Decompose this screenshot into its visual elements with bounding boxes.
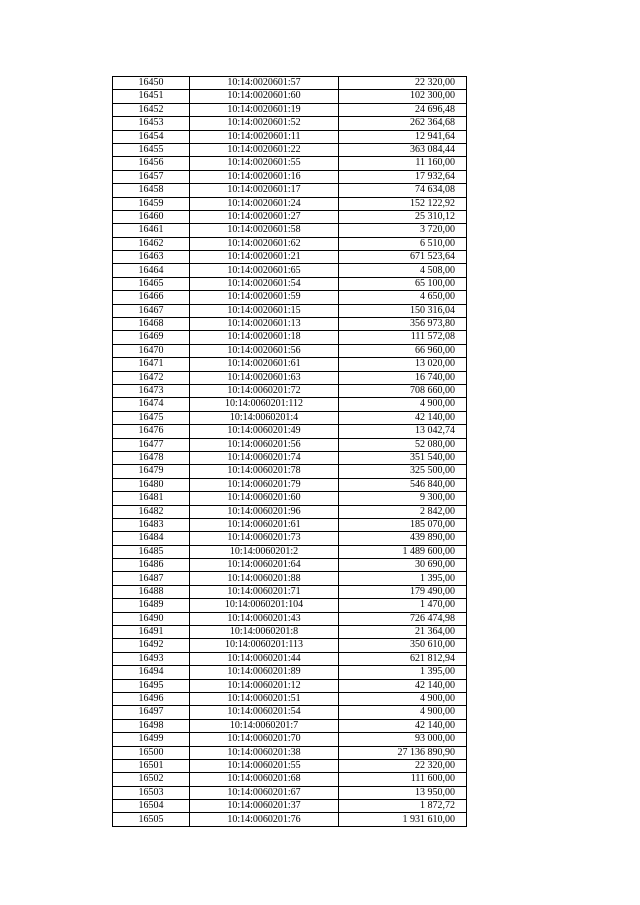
- value-cell: 13 020,00: [339, 358, 467, 371]
- table-row: [113, 170, 467, 183]
- table-row: [113, 237, 467, 250]
- row-number-cell: 16452: [113, 103, 190, 116]
- table-row: [113, 197, 467, 210]
- table-row: [113, 277, 467, 290]
- cadastral-number-cell: 10:14:0020601:61: [190, 358, 339, 371]
- value-cell: 25 310,12: [339, 210, 467, 223]
- value-cell: 262 364,68: [339, 117, 467, 130]
- row-number-cell: 16474: [113, 398, 190, 411]
- cadastral-number-cell: 10:14:0060201:70: [190, 733, 339, 746]
- cadastral-number-cell: 10:14:0060201:56: [190, 438, 339, 451]
- value-cell: 4 900,00: [339, 398, 467, 411]
- cadastral-number-cell: 10:14:0020601:59: [190, 291, 339, 304]
- value-cell: 179 490,00: [339, 585, 467, 598]
- cadastral-value-table: [112, 76, 467, 827]
- table-row: [113, 371, 467, 384]
- value-cell: 42 140,00: [339, 411, 467, 424]
- cadastral-number-cell: 10:14:0020601:52: [190, 117, 339, 130]
- table-row: [113, 411, 467, 424]
- cadastral-number-cell: 10:14:0060201:64: [190, 559, 339, 572]
- cadastral-number-cell: 10:14:0060201:55: [190, 759, 339, 772]
- value-cell: 21 364,00: [339, 626, 467, 639]
- value-cell: 4 650,00: [339, 291, 467, 304]
- cadastral-number-cell: 10:14:0060201:76: [190, 813, 339, 826]
- row-number-cell: 16489: [113, 599, 190, 612]
- row-number-cell: 16500: [113, 746, 190, 759]
- cadastral-number-cell: 10:14:0020601:60: [190, 90, 339, 103]
- value-cell: 3 720,00: [339, 224, 467, 237]
- row-number-cell: 16471: [113, 358, 190, 371]
- table-row: [113, 465, 467, 478]
- value-cell: 27 136 890,90: [339, 746, 467, 759]
- value-cell: 4 900,00: [339, 706, 467, 719]
- table-row: [113, 264, 467, 277]
- value-cell: 66 960,00: [339, 344, 467, 357]
- value-cell: 22 320,00: [339, 77, 467, 90]
- cadastral-number-cell: 10:14:0060201:68: [190, 773, 339, 786]
- value-cell: 111 600,00: [339, 773, 467, 786]
- table-row: [113, 813, 467, 826]
- value-cell: 2 842,00: [339, 505, 467, 518]
- value-cell: 4 508,00: [339, 264, 467, 277]
- value-cell: 152 122,92: [339, 197, 467, 210]
- cadastral-number-cell: 10:14:0060201:73: [190, 532, 339, 545]
- value-cell: 24 696,48: [339, 103, 467, 116]
- row-number-cell: 16485: [113, 545, 190, 558]
- value-cell: 30 690,00: [339, 559, 467, 572]
- cadastral-number-cell: 10:14:0060201:71: [190, 585, 339, 598]
- cadastral-number-cell: 10:14:0060201:78: [190, 465, 339, 478]
- cadastral-number-cell: 10:14:0020601:24: [190, 197, 339, 210]
- value-cell: 1 931 610,00: [339, 813, 467, 826]
- cadastral-number-cell: 10:14:0060201:4: [190, 411, 339, 424]
- value-cell: 1 489 600,00: [339, 545, 467, 558]
- table-row: [113, 224, 467, 237]
- value-cell: 42 140,00: [339, 679, 467, 692]
- cadastral-number-cell: 10:14:0060201:88: [190, 572, 339, 585]
- row-number-cell: 16478: [113, 451, 190, 464]
- value-cell: 102 300,00: [339, 90, 467, 103]
- table-row: [113, 692, 467, 705]
- row-number-cell: 16472: [113, 371, 190, 384]
- row-number-cell: 16475: [113, 411, 190, 424]
- row-number-cell: 16492: [113, 639, 190, 652]
- row-number-cell: 16503: [113, 786, 190, 799]
- value-cell: 351 540,00: [339, 451, 467, 464]
- cadastral-number-cell: 10:14:0020601:22: [190, 143, 339, 156]
- value-cell: 1 872,72: [339, 800, 467, 813]
- value-cell: 6 510,00: [339, 237, 467, 250]
- row-number-cell: 16457: [113, 170, 190, 183]
- value-cell: 726 474,98: [339, 612, 467, 625]
- cadastral-number-cell: 10:14:0060201:8: [190, 626, 339, 639]
- row-number-cell: 16462: [113, 237, 190, 250]
- cadastral-number-cell: 10:14:0060201:67: [190, 786, 339, 799]
- row-number-cell: 16502: [113, 773, 190, 786]
- table-row: [113, 398, 467, 411]
- value-cell: 546 840,00: [339, 478, 467, 491]
- row-number-cell: 16455: [113, 143, 190, 156]
- value-cell: 9 300,00: [339, 492, 467, 505]
- table-row: [113, 759, 467, 772]
- table-row: [113, 478, 467, 491]
- row-number-cell: 16473: [113, 384, 190, 397]
- table-row: [113, 438, 467, 451]
- row-number-cell: 16493: [113, 652, 190, 665]
- value-cell: 74 634,08: [339, 184, 467, 197]
- value-cell: 185 070,00: [339, 518, 467, 531]
- value-cell: 17 932,64: [339, 170, 467, 183]
- table-row: [113, 157, 467, 170]
- cadastral-number-cell: 10:14:0060201:7: [190, 719, 339, 732]
- table-row: [113, 184, 467, 197]
- cadastral-number-cell: 10:14:0020601:15: [190, 304, 339, 317]
- cadastral-number-cell: 10:14:0060201:74: [190, 451, 339, 464]
- table-row: [113, 518, 467, 531]
- cadastral-number-cell: 10:14:0020601:11: [190, 130, 339, 143]
- cadastral-number-cell: 10:14:0060201:96: [190, 505, 339, 518]
- value-cell: 4 900,00: [339, 692, 467, 705]
- table-row: [113, 130, 467, 143]
- table-row: [113, 358, 467, 371]
- table-row: [113, 331, 467, 344]
- cadastral-number-cell: 10:14:0060201:60: [190, 492, 339, 505]
- cadastral-number-cell: 10:14:0020601:19: [190, 103, 339, 116]
- cadastral-number-cell: 10:14:0060201:2: [190, 545, 339, 558]
- row-number-cell: 16504: [113, 800, 190, 813]
- table-row: [113, 251, 467, 264]
- table-row: [113, 505, 467, 518]
- cadastral-number-cell: 10:14:0060201:79: [190, 478, 339, 491]
- row-number-cell: 16498: [113, 719, 190, 732]
- cadastral-number-cell: 10:14:0060201:72: [190, 384, 339, 397]
- value-cell: 621 812,94: [339, 652, 467, 665]
- value-cell: 671 523,64: [339, 251, 467, 264]
- cadastral-number-cell: 10:14:0060201:37: [190, 800, 339, 813]
- table-row: [113, 719, 467, 732]
- value-cell: 13 950,00: [339, 786, 467, 799]
- cadastral-number-cell: 10:14:0020601:58: [190, 224, 339, 237]
- table-row: [113, 77, 467, 90]
- value-cell: 1 395,00: [339, 572, 467, 585]
- row-number-cell: 16496: [113, 692, 190, 705]
- row-number-cell: 16483: [113, 518, 190, 531]
- value-cell: 1 395,00: [339, 666, 467, 679]
- row-number-cell: 16464: [113, 264, 190, 277]
- value-cell: 325 500,00: [339, 465, 467, 478]
- table-row: [113, 786, 467, 799]
- row-number-cell: 16494: [113, 666, 190, 679]
- row-number-cell: 16450: [113, 77, 190, 90]
- row-number-cell: 16458: [113, 184, 190, 197]
- row-number-cell: 16465: [113, 277, 190, 290]
- row-number-cell: 16491: [113, 626, 190, 639]
- table-row: [113, 706, 467, 719]
- cadastral-number-cell: 10:14:0020601:56: [190, 344, 339, 357]
- cadastral-number-cell: 10:14:0060201:61: [190, 518, 339, 531]
- cadastral-number-cell: 10:14:0020601:65: [190, 264, 339, 277]
- table-row: [113, 90, 467, 103]
- cadastral-number-cell: 10:14:0020601:21: [190, 251, 339, 264]
- table-row: [113, 143, 467, 156]
- table-row: [113, 746, 467, 759]
- value-cell: 42 140,00: [339, 719, 467, 732]
- row-number-cell: 16454: [113, 130, 190, 143]
- table-row: [113, 344, 467, 357]
- row-number-cell: 16479: [113, 465, 190, 478]
- value-cell: 111 572,08: [339, 331, 467, 344]
- value-cell: 93 000,00: [339, 733, 467, 746]
- table-row: [113, 291, 467, 304]
- row-number-cell: 16451: [113, 90, 190, 103]
- row-number-cell: 16466: [113, 291, 190, 304]
- row-number-cell: 16499: [113, 733, 190, 746]
- table-row: [113, 626, 467, 639]
- table-row: [113, 318, 467, 331]
- row-number-cell: 16453: [113, 117, 190, 130]
- row-number-cell: 16456: [113, 157, 190, 170]
- table-row: [113, 545, 467, 558]
- cadastral-number-cell: 10:14:0060201:44: [190, 652, 339, 665]
- table-row: [113, 532, 467, 545]
- table-row: [113, 559, 467, 572]
- cadastral-number-cell: 10:14:0060201:104: [190, 599, 339, 612]
- row-number-cell: 16490: [113, 612, 190, 625]
- cadastral-number-cell: 10:14:0020601:27: [190, 210, 339, 223]
- value-cell: 16 740,00: [339, 371, 467, 384]
- table-row: [113, 666, 467, 679]
- row-number-cell: 16497: [113, 706, 190, 719]
- value-cell: 363 084,44: [339, 143, 467, 156]
- value-cell: 11 160,00: [339, 157, 467, 170]
- row-number-cell: 16477: [113, 438, 190, 451]
- row-number-cell: 16476: [113, 425, 190, 438]
- row-number-cell: 16495: [113, 679, 190, 692]
- cadastral-number-cell: 10:14:0060201:12: [190, 679, 339, 692]
- table-row: [113, 451, 467, 464]
- table-row: [113, 304, 467, 317]
- cadastral-number-cell: 10:14:0020601:18: [190, 331, 339, 344]
- row-number-cell: 16463: [113, 251, 190, 264]
- table-row: [113, 492, 467, 505]
- table-row: [113, 585, 467, 598]
- value-cell: 439 890,00: [339, 532, 467, 545]
- table-row: [113, 384, 467, 397]
- value-cell: 150 316,04: [339, 304, 467, 317]
- value-cell: 13 042,74: [339, 425, 467, 438]
- cadastral-number-cell: 10:14:0060201:113: [190, 639, 339, 652]
- row-number-cell: 16486: [113, 559, 190, 572]
- table-row: [113, 773, 467, 786]
- cadastral-number-cell: 10:14:0020601:62: [190, 237, 339, 250]
- cadastral-number-cell: 10:14:0060201:51: [190, 692, 339, 705]
- cadastral-number-cell: 10:14:0060201:112: [190, 398, 339, 411]
- table-body: [113, 77, 467, 827]
- cadastral-number-cell: 10:14:0060201:38: [190, 746, 339, 759]
- table-row: [113, 425, 467, 438]
- row-number-cell: 16467: [113, 304, 190, 317]
- table-row: [113, 117, 467, 130]
- table-row: [113, 639, 467, 652]
- row-number-cell: 16460: [113, 210, 190, 223]
- row-number-cell: 16482: [113, 505, 190, 518]
- value-cell: 65 100,00: [339, 277, 467, 290]
- cadastral-number-cell: 10:14:0060201:49: [190, 425, 339, 438]
- row-number-cell: 16501: [113, 759, 190, 772]
- cadastral-number-cell: 10:14:0020601:63: [190, 371, 339, 384]
- table-row: [113, 733, 467, 746]
- table-row: [113, 800, 467, 813]
- table-row: [113, 612, 467, 625]
- value-cell: 708 660,00: [339, 384, 467, 397]
- value-cell: 12 941,64: [339, 130, 467, 143]
- value-cell: 350 610,00: [339, 639, 467, 652]
- row-number-cell: 16487: [113, 572, 190, 585]
- row-number-cell: 16461: [113, 224, 190, 237]
- table-row: [113, 103, 467, 116]
- table-row: [113, 599, 467, 612]
- cadastral-number-cell: 10:14:0020601:55: [190, 157, 339, 170]
- cadastral-number-cell: 10:14:0020601:54: [190, 277, 339, 290]
- value-cell: 356 973,80: [339, 318, 467, 331]
- value-cell: 1 470,00: [339, 599, 467, 612]
- cadastral-number-cell: 10:14:0020601:13: [190, 318, 339, 331]
- value-cell: 52 080,00: [339, 438, 467, 451]
- row-number-cell: 16481: [113, 492, 190, 505]
- cadastral-number-cell: 10:14:0020601:16: [190, 170, 339, 183]
- row-number-cell: 16469: [113, 331, 190, 344]
- table-row: [113, 652, 467, 665]
- cadastral-number-cell: 10:14:0020601:17: [190, 184, 339, 197]
- cadastral-number-cell: 10:14:0060201:43: [190, 612, 339, 625]
- row-number-cell: 16488: [113, 585, 190, 598]
- row-number-cell: 16468: [113, 318, 190, 331]
- cadastral-number-cell: 10:14:0060201:89: [190, 666, 339, 679]
- cadastral-number-cell: 10:14:0020601:57: [190, 77, 339, 90]
- value-cell: 22 320,00: [339, 759, 467, 772]
- row-number-cell: 16470: [113, 344, 190, 357]
- table-row: [113, 210, 467, 223]
- row-number-cell: 16505: [113, 813, 190, 826]
- row-number-cell: 16484: [113, 532, 190, 545]
- row-number-cell: 16459: [113, 197, 190, 210]
- cadastral-number-cell: 10:14:0060201:54: [190, 706, 339, 719]
- table-row: [113, 679, 467, 692]
- table-row: [113, 572, 467, 585]
- row-number-cell: 16480: [113, 478, 190, 491]
